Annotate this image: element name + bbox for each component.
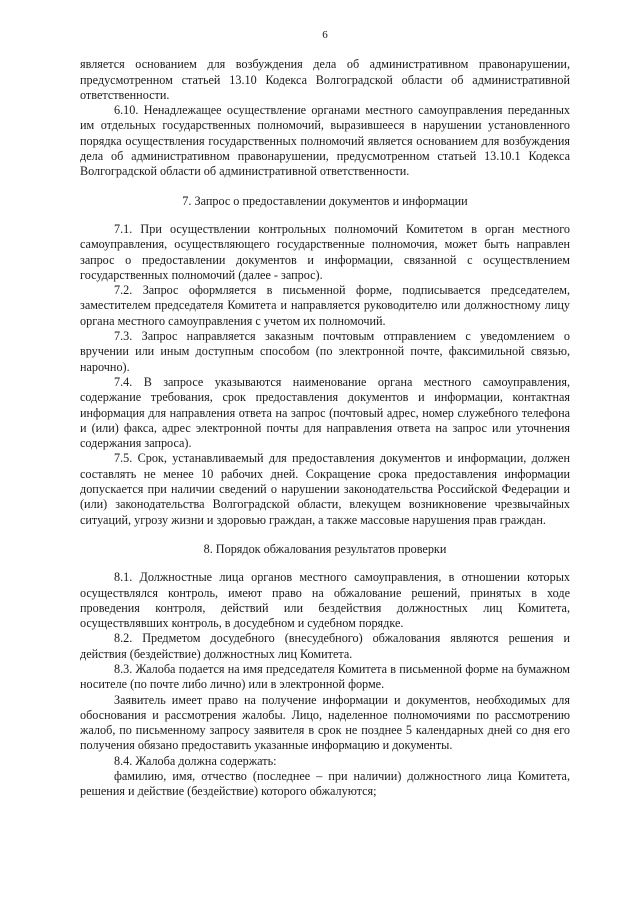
paragraph-7-1: 7.1. При осуществлении контрольных полномочий Комитетом в орган местного самоуправления, осуществляющего государственные полномочия, может быть направлен запрос о предоставлении документов и информации, связанной с осуществлением государственных полномочий (далее - запрос). bbox=[80, 221, 570, 282]
paragraph-7-5: 7.5. Срок, устанавливаемый для предоставления документов и информации, должен составлять не менее 10 рабочих дней. Сокращение срока предоставления информации допускается при наличии сведений о нарушении законодательства Российской Федерации и (или) законодательства Волгоградской области, влекущем возникновение чрезвычайных ситуаций, угрозу жизни и здоровью граждан, а также массовые нарушения прав граждан. bbox=[80, 451, 570, 527]
section-7-heading: 7. Запрос о предоставлении документов и информации bbox=[182, 193, 468, 208]
document-page bbox=[80, 28, 570, 800]
paragraph-6-10: 6.10. Ненадлежащее осуществление органами местного самоуправления переданных им отдельных государственных полномочий, выразившееся в нарушении установленного порядка осуществления государственных полномочий является основанием для возбуждения дела об административном правонарушении, предусмотренном статьей 13.10.1 Кодекса Волгоградской области об административной ответственности. bbox=[80, 103, 570, 179]
paragraph-applicant-rights: Заявитель имеет право на получение информации и документов, необходимых для обоснования и рассмотрения жалобы. Лицо, наделенное полномочиями по рассмотрению жалоб, по письменному запросу заявителя в срок не позднее 5 календарных дней со дня его получения обязано предоставить указанные информацию и документы. bbox=[80, 692, 570, 753]
paragraph-7-4: 7.4. В запросе указываются наименование органа местного самоуправления, содержание требования, срок предоставления документов и информации, контактная информация для направления ответа на запрос (почтовый адрес, номер служебного телефона и (или) факса, адрес электронной почты для направления ответа на запрос или уточнения содержания запроса). bbox=[80, 374, 570, 451]
section-8-heading: 8. Порядок обжалования результатов проверки bbox=[203, 541, 447, 556]
paragraph-8-1: 8.1. Должностные лица органов местного самоуправления, в отношении которых осуществлялся контроль, имеют право на обжалование решений, принятых в ходе проведения контроля, действий или бездействия должностных лиц Комитета, осуществлявших контроль, в досудебном и судебном порядке. bbox=[80, 570, 570, 631]
paragraph-7-2: 7.2. Запрос оформляется в письменной форме, подписывается председателем, заместителем председателя Комитета и направляется руководителю или должностному лицу органа местного самоуправления с учетом их полномочий. bbox=[80, 283, 570, 328]
paragraph-8-2: 8.2. Предметом досудебного (внесудебного) обжалования являются решения и действия (бездействие) должностных лиц Комитета. bbox=[80, 631, 570, 661]
paragraph-8-4: 8.4. Жалоба должна содержать: bbox=[114, 753, 277, 768]
page-number: 6 bbox=[322, 29, 328, 41]
paragraph-complaint-item: фамилию, имя, отчество (последнее – при наличии) должностного лица Комитета, решения и действие (бездействие) которого обжалуются; bbox=[80, 769, 570, 799]
paragraph-continuation: является основанием для возбуждения дела об административном правонарушении, предусмотренном статьей 13.10 Кодекса Волгоградской области об административной ответственности. bbox=[80, 57, 570, 102]
paragraph-8-3: 8.3. Жалоба подается на имя председателя Комитета в письменной форме на бумажном носителе (по почте либо лично) или в электронной форме. bbox=[80, 661, 570, 692]
paragraph-7-3: 7.3. Запрос направляется заказным почтовым отправлением с уведомлением о вручении или иным доступным способом (по электронной почте, факсимильной связью, нарочно). bbox=[80, 329, 570, 374]
